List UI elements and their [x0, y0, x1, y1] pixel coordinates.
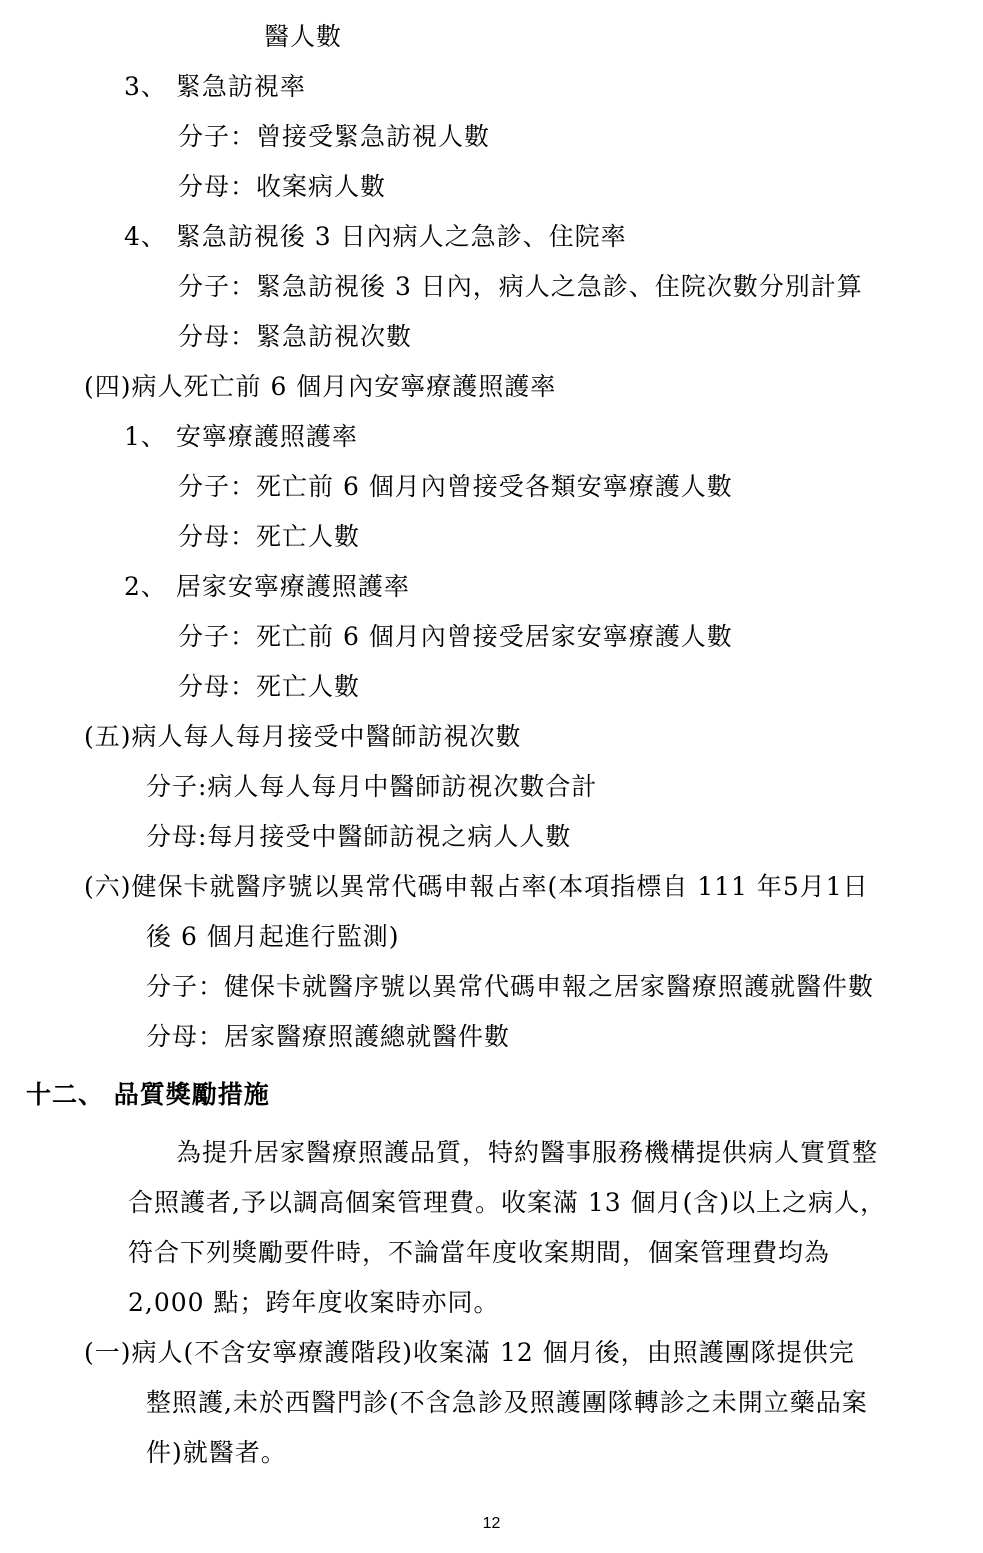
numerator-line: 分子：健保卡就醫序號以異常代碼申報之居家醫療照護就醫件數: [146, 972, 875, 1001]
paragraph-line: 件)就醫者。: [146, 1438, 287, 1467]
denominator-line: 分母：收案病人數: [178, 172, 387, 201]
section-heading: (五)病人每人每月接受中醫師訪視次數: [84, 722, 522, 751]
chapter-heading: 十二、 品質獎勵措施: [26, 1080, 270, 1109]
item-heading: 4、 緊急訪視後 3 日內病人之急診、住院率: [124, 222, 627, 251]
item-heading: 2、 居家安寧療護照護率: [124, 572, 410, 601]
section-heading: (六)健保卡就醫序號以異常代碼申報占率(本項指標自 111 年5月1日: [84, 872, 869, 901]
paragraph-line: 合照護者,予以調高個案管理費。收案滿 13 個月(含)以上之病人，: [128, 1188, 887, 1217]
text-line: 後 6 個月起進行監測): [146, 922, 400, 951]
denominator-line: 分母：死亡人數: [178, 672, 361, 701]
page-number: 12: [482, 1515, 501, 1532]
paragraph-line: 符合下列獎勵要件時，不論當年度收案期間，個案管理費均為: [128, 1238, 831, 1267]
numerator-line: 分子：曾接受緊急訪視人數: [178, 122, 491, 151]
text-line: 醫人數: [264, 22, 343, 51]
denominator-line: 分母：緊急訪視次數: [178, 322, 413, 351]
numerator-line: 分子：死亡前 6 個月內曾接受各類安寧療護人數: [178, 472, 733, 501]
denominator-line: 分母：死亡人數: [178, 522, 361, 551]
numerator-line: 分子：緊急訪視後 3 日內，病人之急診、住院次數分別計算: [178, 272, 863, 301]
paragraph-line: 2,000 點；跨年度收案時亦同。: [128, 1288, 500, 1317]
numerator-line: 分子：死亡前 6 個月內曾接受居家安寧療護人數: [178, 622, 733, 651]
section-heading: (一)病人(不含安寧療護階段)收案滿 12 個月後，由照護團隊提供完: [84, 1338, 855, 1367]
paragraph-line: 為提升居家醫療照護品質，特約醫事服務機構提供病人實質整: [176, 1138, 879, 1167]
denominator-line: 分母:每月接受中醫師訪視之病人人數: [146, 822, 572, 851]
paragraph-line: 整照護,未於西醫門診(不含急診及照護團隊轉診之未開立藥品案: [146, 1388, 868, 1417]
denominator-line: 分母：居家醫療照護總就醫件數: [146, 1022, 511, 1051]
numerator-line: 分子:病人每人每月中醫師訪視次數合計: [146, 772, 598, 801]
item-heading: 3、 緊急訪視率: [124, 72, 306, 101]
item-heading: 1、 安寧療護照護率: [124, 422, 358, 451]
section-heading: (四)病人死亡前 6 個月內安寧療護照護率: [84, 372, 557, 401]
